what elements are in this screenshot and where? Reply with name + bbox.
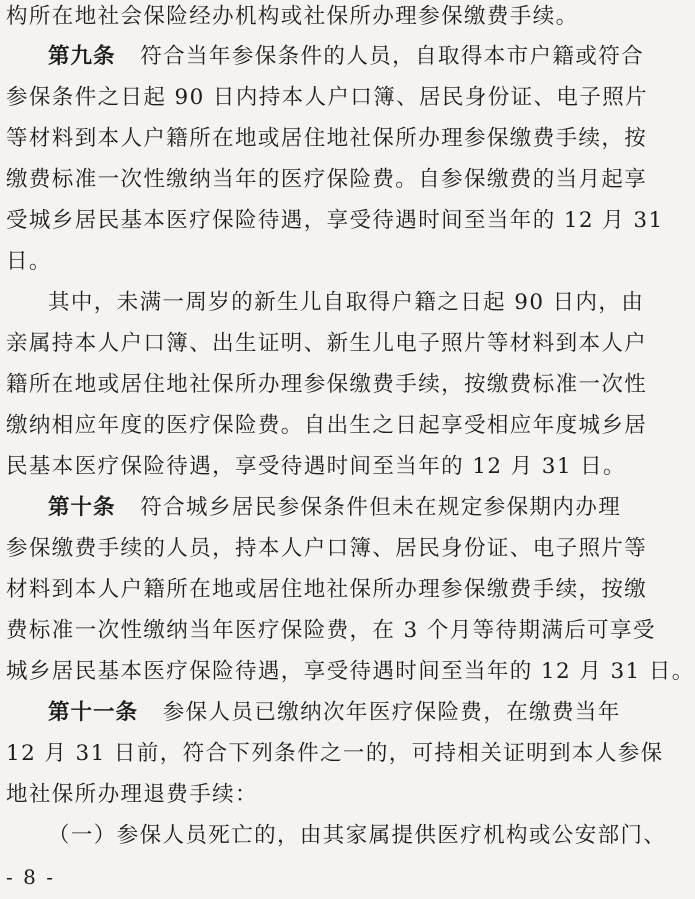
text-run: 符合城乡居民参保条件但未在规定参保期内办理 bbox=[140, 495, 622, 520]
text-run: 参保人员已缴纳次年医疗保险费，在缴费当年 bbox=[162, 700, 621, 725]
text-line: 费标准一次性缴纳当年医疗保险费，在 3 个月等待期满后可享受 bbox=[6, 618, 656, 643]
text-line: 材料到本人户籍所在地或居住地社保所办理参保缴费手续，按缴 bbox=[6, 577, 648, 602]
text-line: 日。 bbox=[6, 249, 52, 274]
text-line: 12 月 31 日前，符合下列条件之一的，可持相关证明到本人参保 bbox=[6, 741, 664, 766]
text-line: 民基本医疗保险待遇，享受待遇时间至当年的 12 月 31 日。 bbox=[6, 454, 626, 479]
text-line: 城乡居民基本医疗保险待遇，享受待遇时间至当年的 12 月 31 日。 bbox=[6, 659, 695, 684]
article-heading: 第十条 bbox=[48, 495, 116, 520]
text-run: 符合当年参保条件的人员，自取得本市户籍或符合 bbox=[140, 44, 645, 69]
text-line: 籍所在地或居住地社保所办理参保缴费手续，按缴费标准一次性 bbox=[6, 372, 648, 397]
article-11-line bbox=[48, 698, 638, 728]
text-line: 地社保所办理退费手续： bbox=[6, 782, 258, 807]
text-line: 缴费标准一次性缴纳当年的医疗保险费。自参保缴费的当月起享 bbox=[6, 167, 648, 192]
article-heading: 第十一条 bbox=[48, 700, 139, 725]
text-line: 参保缴费手续的人员，持本人户口簿、居民身份证、电子照片等 bbox=[6, 536, 648, 561]
article-9-line bbox=[48, 42, 645, 72]
text-line: 受城乡居民基本医疗保险待遇，享受待遇时间至当年的 12 月 31 bbox=[6, 208, 664, 233]
text-line: 亲属持本人户口簿、出生证明、新生儿电子照片等材料到本人户 bbox=[6, 331, 648, 356]
article-10-line bbox=[48, 493, 638, 523]
text-line: 参保条件之日起 90 日内持本人户口簿、居民身份证、电子照片 bbox=[6, 85, 649, 110]
text-line: 缴纳相应年度的医疗保险费。自出生之日起享受相应年度城乡居 bbox=[6, 413, 648, 438]
article-heading: 第九条 bbox=[48, 44, 116, 69]
text-line: 等材料到本人户籍所在地或居住地社保所办理参保缴费手续，按 bbox=[6, 126, 648, 151]
text-line: 其中，未满一周岁的新生儿自取得户籍之日起 90 日内，由 bbox=[48, 290, 645, 315]
page-number: - 8 - bbox=[6, 865, 55, 889]
text-line: 构所在地社会保险经办机构或社保所办理参保缴费手续。 bbox=[6, 4, 579, 29]
text-line: （一）参保人员死亡的，由其家属提供医疗机构或公安部门、 bbox=[48, 823, 667, 848]
